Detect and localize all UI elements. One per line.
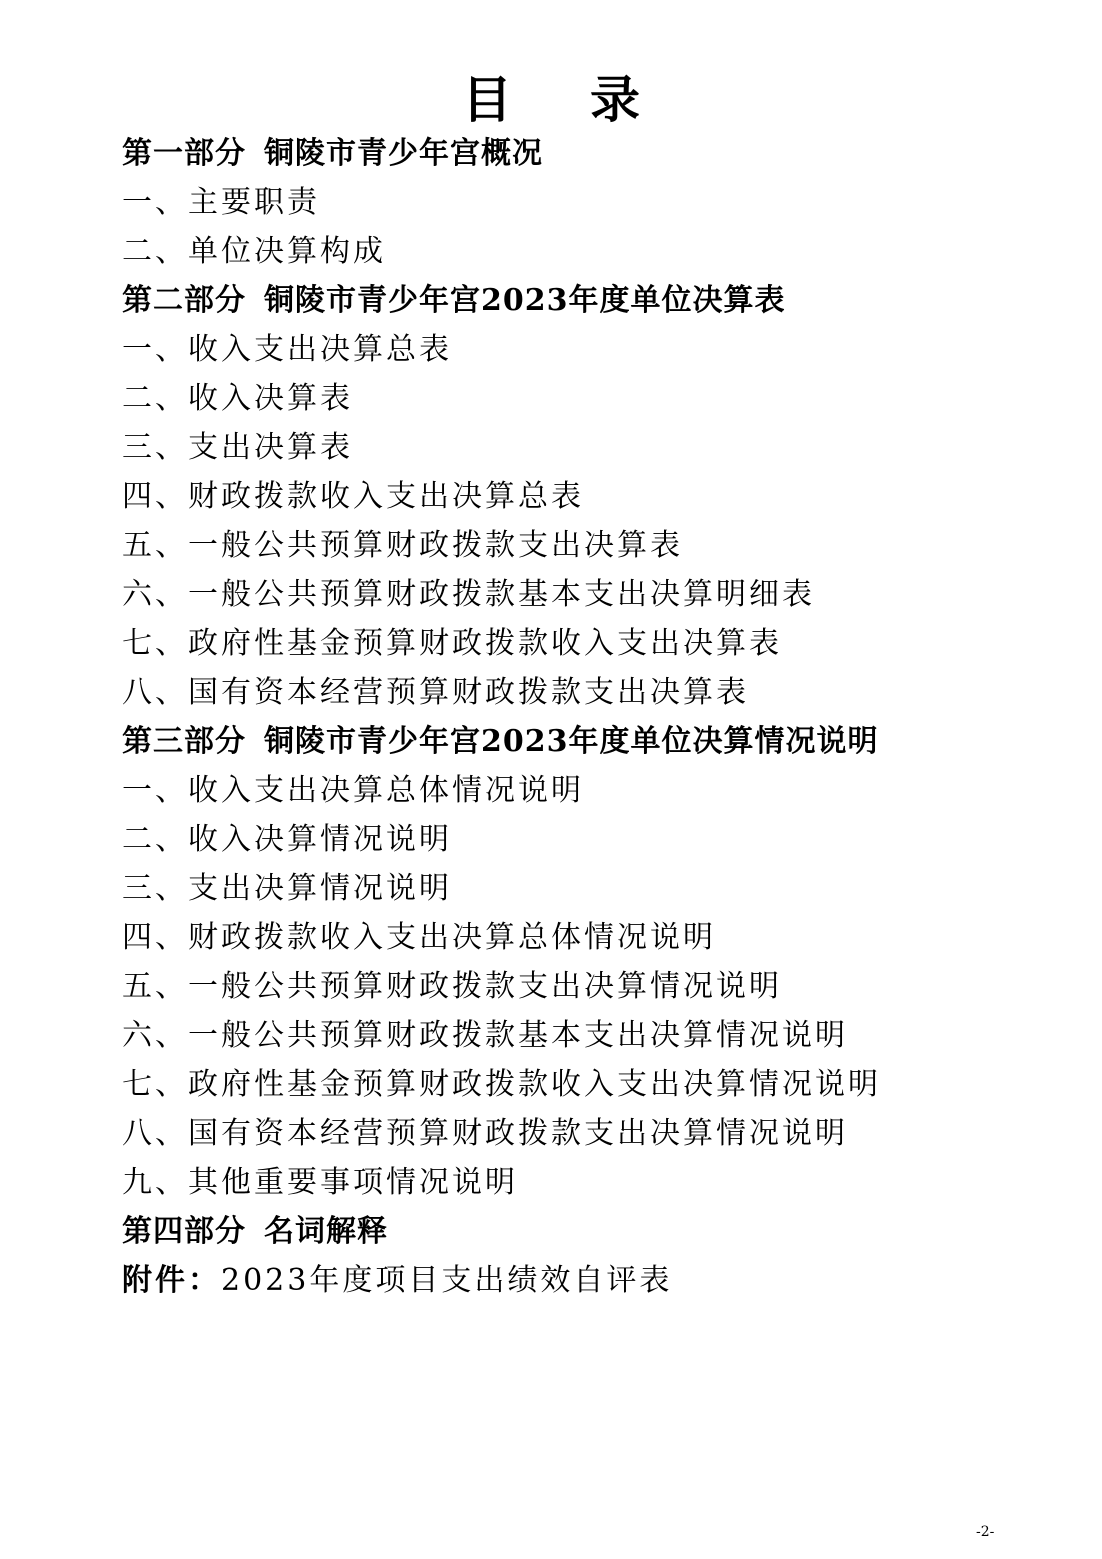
title-char-1: 目 — [462, 71, 512, 129]
page-number: -2- — [976, 1524, 995, 1540]
toc-item: 八、国有资本经营预算财政拨款支出决算表 — [122, 675, 749, 710]
toc-item: 五、一般公共预算财政拨款支出决算情况说明 — [122, 969, 782, 1004]
table-of-contents — [122, 128, 1022, 1304]
toc-part-text: 铜陵市青少年宫概况 — [264, 136, 543, 171]
attachment-label: 附件： — [122, 1263, 221, 1298]
toc-item: 五、一般公共预算财政拨款支出决算表 — [122, 528, 683, 563]
toc-part-text: 名词解释 — [264, 1214, 388, 1249]
toc-item: 三、支出决算情况说明 — [122, 871, 452, 906]
attachment-text: 2023年度项目支出绩效自评表 — [221, 1263, 673, 1298]
toc-item: 七、政府性基金预算财政拨款收入支出决算表 — [122, 626, 782, 661]
page-title — [0, 70, 1102, 130]
toc-item: 八、国有资本经营预算财政拨款支出决算情况说明 — [122, 1116, 848, 1151]
toc-item: 二、收入决算情况说明 — [122, 822, 452, 857]
toc-part-2 — [122, 275, 1022, 324]
toc-item: 七、政府性基金预算财政拨款收入支出决算情况说明 — [122, 1067, 881, 1102]
toc-item: 一、主要职责 — [122, 185, 320, 220]
toc-item: 二、收入决算表 — [122, 381, 353, 416]
toc-part-4 — [122, 1206, 1022, 1255]
toc-part-label: 第二部分 — [122, 283, 246, 318]
toc-item: 三、支出决算表 — [122, 430, 353, 465]
toc-item: 四、财政拨款收入支出决算总体情况说明 — [122, 920, 716, 955]
toc-part-label: 第一部分 — [122, 136, 246, 171]
toc-part-label: 第四部分 — [122, 1214, 246, 1249]
toc-part-1 — [122, 128, 1022, 177]
title-char-2: 录 — [590, 71, 640, 129]
toc-part-text: 铜陵市青少年宫2023年度单位决算表 — [264, 283, 786, 318]
toc-part-text: 铜陵市青少年宫2023年度单位决算情况说明 — [264, 724, 879, 759]
toc-item: 二、单位决算构成 — [122, 234, 386, 269]
toc-item: 九、其他重要事项情况说明 — [122, 1165, 518, 1200]
toc-attachment — [122, 1255, 1022, 1304]
toc-item: 六、一般公共预算财政拨款基本支出决算明细表 — [122, 577, 815, 612]
toc-part-3 — [122, 716, 1022, 765]
toc-item: 一、收入支出决算总表 — [122, 332, 452, 367]
toc-part-label: 第三部分 — [122, 724, 246, 759]
toc-item: 四、财政拨款收入支出决算总表 — [122, 479, 584, 514]
toc-item: 六、一般公共预算财政拨款基本支出决算情况说明 — [122, 1018, 848, 1053]
toc-item: 一、收入支出决算总体情况说明 — [122, 773, 584, 808]
